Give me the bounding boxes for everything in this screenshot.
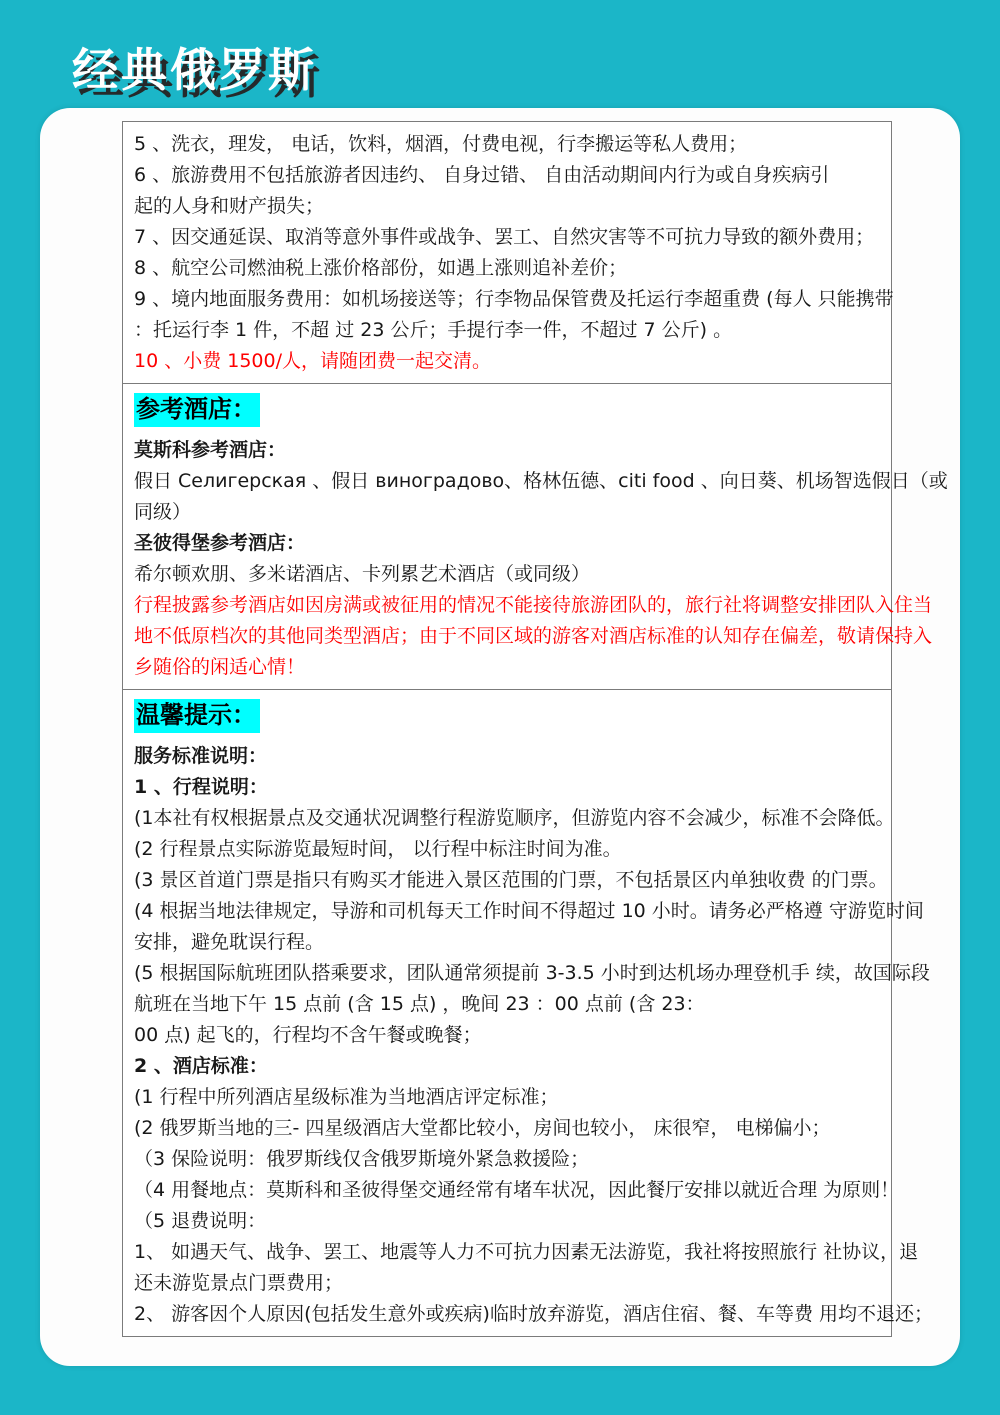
tips-heading-row (134, 699, 880, 736)
fee-line-9-cont: ：托运行李 1 件，不超 过 23 公斤；手提行李一件，不超过 7 公斤) 。 (134, 319, 733, 341)
hotel-standard-label: 2 、酒店标准： (134, 1055, 268, 1077)
refund-notes-label: （5 退费说明： (134, 1210, 267, 1232)
itinerary-note-3: (3 景区首道门票是指只有购买才能进入景区范围的门票，不包括景区内单独收费 的门票。 (134, 869, 888, 891)
hotel-standard-note-2: (2 俄罗斯当地的三- 四星级酒店大堂都比较小，房间也较小， 床很窄， 电梯偏小； (134, 1117, 831, 1139)
hotel-disclaimer-line-3: 乡随俗的闲适心情！ (134, 656, 306, 678)
hotels-heading-row (134, 393, 880, 430)
fee-line-6: 6 、旅游费用不包括旅游者因违约、 自身过错、 自由活动期间内行为或自身疾病引 (134, 164, 830, 186)
itinerary-note-2: (2 行程景点实际游览最短时间， 以行程中标注时间为准。 (134, 838, 622, 860)
fees-section (123, 122, 894, 383)
itinerary-note-4-cont: 安排，避免耽误行程。 (134, 931, 325, 953)
hotel-standard-note-1: (1 行程中所列酒店星级标准为当地酒店评定标准； (134, 1086, 559, 1108)
terms-table (122, 121, 948, 1337)
itinerary-note-5-cont-2: 00 点) 起飞的，行程均不含午餐或晚餐； (134, 1024, 482, 1046)
petersburg-hotels-label: 圣彼得堡参考酒店： (134, 532, 306, 554)
dining-note: （4 用餐地点：莫斯科和圣彼得堡交通经常有堵车状况，因此餐厅安排以就近合理 为原则！ (134, 1179, 900, 1201)
hotel-disclaimer-line-2: 地不低原档次的其他同类型酒店；由于不同区域的游客对酒店标准的认知存在偏差，敬请保持入 (134, 625, 933, 647)
service-standard-label: 服务标准说明： (134, 745, 268, 767)
content-card (40, 108, 960, 1366)
hotel-disclaimer-line-1: 行程披露参考酒店如因房满或被征用的情况不能接待旅游团队的，旅行社将调整安排团队入住当 (134, 594, 933, 616)
itinerary-note-5-cont-1: 航班在当地下午 15 点前 (含 15 点) ，晚间 23 ：00 点前 (含 23： (134, 993, 705, 1015)
tips-heading: 温馨提示： (134, 699, 260, 733)
fee-line-7: 7 、因交通延误、取消等意外事件或战争、罢工、自然灾害等不可抗力导致的额外费用； (134, 226, 875, 248)
refund-note-2: 2、 游客因个人原因(包括发生意外或疾病)临时放弃游览，酒店住宿、餐、车等费 用均不退还； (134, 1303, 933, 1325)
insurance-note: （3 保险说明：俄罗斯线仅含俄罗斯境外紧急救援险； (134, 1148, 590, 1170)
fee-line-9: 9 、境内地面服务费用：如机场接送等；行李物品保管费及托运行李超重费 (每人 只能携带 (134, 288, 894, 310)
hotels-heading: 参考酒店： (134, 393, 260, 427)
moscow-hotels-list-cont: 同级） (134, 501, 192, 523)
fee-line-6-cont: 起的人身和财产损失； (134, 195, 325, 217)
itinerary-note-4: (4 根据当地法律规定，导游和司机每天工作时间不得超过 10 小时。请务必严格遵 守游览时间 (134, 900, 924, 922)
fee-line-10-tip-notice: 10 、小费 1500/人，请随团费一起交清。 (134, 350, 492, 372)
hotels-section (123, 383, 948, 689)
petersburg-hotels-list: 希尔顿欢朋、多米诺酒店、卡列累艺术酒店（或同级） (134, 563, 591, 585)
fee-line-5: 5 、洗衣，理发， 电话，饮料，烟酒，付费电视，行李搬运等私人费用； (134, 133, 748, 155)
tips-section (123, 689, 933, 1336)
itinerary-notes-label: 1 、行程说明： (134, 776, 268, 798)
itinerary-note-5: (5 根据国际航班团队搭乘要求，团队通常须提前 3-3.5 小时到达机场办理登机手 续，故国际段 (134, 962, 930, 984)
moscow-hotels-label: 莫斯科参考酒店： (134, 439, 287, 461)
page-title: 经典俄罗斯 (72, 43, 317, 97)
moscow-hotels-list: 假日 Селигерская 、假日 виноградово、格林伍德、citi food 、向日葵、机场智选假日（或 (134, 470, 948, 492)
fee-line-8: 8 、航空公司燃油税上涨价格部份，如遇上涨则追补差价； (134, 257, 628, 279)
refund-note-1-cont: 还未游览景点门票费用； (134, 1272, 344, 1294)
itinerary-note-1: (1本社有权根据景点及交通状况调整行程游览顺序，但游览内容不会减少，标准不会降低。 (134, 807, 895, 829)
refund-note-1: 1、 如遇天气、战争、罢工、地震等人力不可抗力因素无法游览，我社将按照旅行 社协议，退 (134, 1241, 919, 1263)
